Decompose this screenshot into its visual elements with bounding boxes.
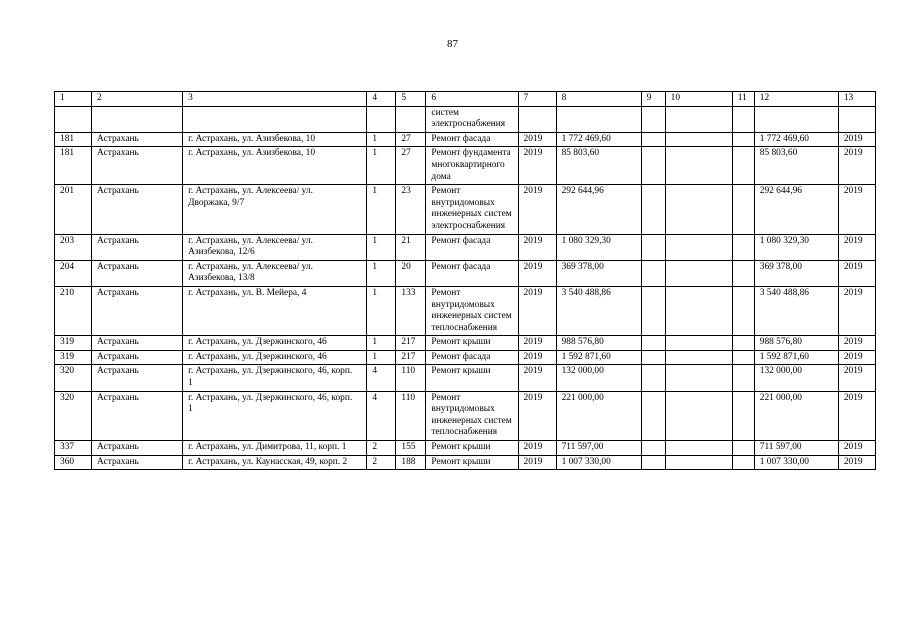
header-row: [55, 92, 876, 107]
table-cell-col-13: 2019: [838, 185, 875, 234]
table-cell-col-11: [732, 185, 754, 234]
table-cell-col-4: 1: [367, 185, 396, 234]
table-row: [55, 441, 876, 456]
table-cell-col-8: 369 378,00: [556, 260, 641, 286]
table-cell-col-4: 1: [367, 350, 396, 365]
table-cell-col-7: 2019: [518, 336, 556, 351]
table-cell-col-12: 1 080 329,30: [754, 234, 838, 260]
table-cell-col-7: 2019: [518, 455, 556, 470]
table-cell-col-13: 2019: [838, 350, 875, 365]
table-cell-col-11: [732, 286, 754, 335]
header-cell-col-1: 1: [55, 92, 92, 107]
table-cell-col-5: 110: [396, 391, 426, 440]
table-cell-col-4: 1: [367, 260, 396, 286]
table-cell-col-5: 217: [396, 336, 426, 351]
table-cell-col-4: 4: [367, 365, 396, 391]
table-cell-col-3: г. Астрахань, ул. Каунасская, 49, корп. 2: [183, 455, 367, 470]
table-cell-col-3: г. Астрахань, ул. Алексеева/ ул. Дворжака, 9/7: [183, 185, 367, 234]
table-cell-col-3: [183, 106, 367, 132]
header-cell-col-9: 9: [641, 92, 665, 107]
table-cell-col-10: [665, 441, 732, 456]
table-cell-col-12: 85 803,60: [754, 147, 838, 185]
table-cell-col-10: [665, 260, 732, 286]
table-cell-col-12: 3 540 488,86: [754, 286, 838, 335]
table-cell-col-1: 201: [55, 185, 92, 234]
table-cell-col-1: 181: [55, 147, 92, 185]
table-cell-col-10: [665, 350, 732, 365]
table-cell-col-2: Астрахань: [92, 336, 183, 351]
table-cell-col-4: [367, 106, 396, 132]
table-row: [55, 260, 876, 286]
table-row: [55, 147, 876, 185]
table-cell-col-5: 20: [396, 260, 426, 286]
table-cell-col-6: Ремонт крыши: [426, 455, 518, 470]
table-cell-col-4: 1: [367, 132, 396, 147]
table-cell-col-10: [665, 336, 732, 351]
table-cell-col-9: [641, 132, 665, 147]
table-cell-col-12: 369 378,00: [754, 260, 838, 286]
table-cell-col-6: Ремонт фундамента многоквартирного дома: [426, 147, 518, 185]
table-cell-col-8: 3 540 488,86: [556, 286, 641, 335]
table-cell-col-11: [732, 391, 754, 440]
table-cell-col-11: [732, 441, 754, 456]
table-cell-col-12: 132 000,00: [754, 365, 838, 391]
table-cell-col-1: 360: [55, 455, 92, 470]
table-cell-col-7: 2019: [518, 350, 556, 365]
table-cell-col-12: 1 772 469,60: [754, 132, 838, 147]
table-cell-col-5: 110: [396, 365, 426, 391]
table-cell-col-9: [641, 185, 665, 234]
table-cell-col-6: Ремонт внутридомовых инженерных систем теплоснабжения: [426, 391, 518, 440]
table-row: [55, 286, 876, 335]
table-cell-col-7: 2019: [518, 441, 556, 456]
table-cell-col-1: 203: [55, 234, 92, 260]
table-cell-col-2: Астрахань: [92, 185, 183, 234]
table-cell-col-7: 2019: [518, 147, 556, 185]
table-cell-col-13: 2019: [838, 336, 875, 351]
table-cell-col-8: 1 007 330,00: [556, 455, 641, 470]
table-cell-col-9: [641, 147, 665, 185]
table-cell-col-5: 27: [396, 132, 426, 147]
table-cell-col-12: 988 576,80: [754, 336, 838, 351]
table-cell-col-9: [641, 350, 665, 365]
table-cell-col-7: 2019: [518, 286, 556, 335]
table-cell-col-13: 2019: [838, 391, 875, 440]
table-cell-col-8: 988 576,80: [556, 336, 641, 351]
table-cell-col-3: г. Астрахань, ул. Димитрова, 11, корп. 1: [183, 441, 367, 456]
table-cell-col-4: 1: [367, 286, 396, 335]
table-cell-col-3: г. Астрахань, ул. Алексеева/ ул. Азизбекова, 13/8: [183, 260, 367, 286]
table-cell-col-8: 1 592 871,60: [556, 350, 641, 365]
table-cell-col-4: 2: [367, 455, 396, 470]
table-cell-col-1: 319: [55, 336, 92, 351]
table-cell-col-5: 27: [396, 147, 426, 185]
table-cell-col-10: [665, 132, 732, 147]
table-cell-col-5: 155: [396, 441, 426, 456]
table-cell-col-6: Ремонт крыши: [426, 365, 518, 391]
table-cell-col-2: Астрахань: [92, 350, 183, 365]
table-cell-col-1: [55, 106, 92, 132]
table-cell-col-7: 2019: [518, 132, 556, 147]
table-cell-col-7: 2019: [518, 365, 556, 391]
table-cell-col-7: [518, 106, 556, 132]
table-cell-col-2: [92, 106, 183, 132]
table-cell-col-8: 221 000,00: [556, 391, 641, 440]
table-cell-col-4: 1: [367, 234, 396, 260]
table-cell-col-10: [665, 365, 732, 391]
table-cell-col-1: 319: [55, 350, 92, 365]
table-cell-col-11: [732, 147, 754, 185]
table-row: [55, 365, 876, 391]
table-cell-col-9: [641, 234, 665, 260]
table-cell-col-8: 292 644,96: [556, 185, 641, 234]
table-cell-col-13: 2019: [838, 260, 875, 286]
table-cell-col-7: 2019: [518, 234, 556, 260]
table-cell-col-5: 133: [396, 286, 426, 335]
table-cell-col-13: 2019: [838, 132, 875, 147]
table-cell-col-13: 2019: [838, 455, 875, 470]
header-cell-col-11: 11: [732, 92, 754, 107]
table-cell-col-2: Астрахань: [92, 455, 183, 470]
table-cell-col-13: 2019: [838, 365, 875, 391]
header-cell-col-5: 5: [396, 92, 426, 107]
table-row: [55, 132, 876, 147]
table-cell-col-1: 181: [55, 132, 92, 147]
table-cell-col-8: 132 000,00: [556, 365, 641, 391]
table-cell-col-3: г. Астрахань, ул. Дзержинского, 46: [183, 350, 367, 365]
table-row: [55, 350, 876, 365]
table-cell-col-2: Астрахань: [92, 234, 183, 260]
table-cell-col-7: 2019: [518, 391, 556, 440]
table-cell-col-9: [641, 391, 665, 440]
header-cell-col-8: 8: [556, 92, 641, 107]
table-cell-col-6: Ремонт фасада: [426, 132, 518, 147]
table-cell-col-4: 2: [367, 441, 396, 456]
table-cell-col-8: 1 080 329,30: [556, 234, 641, 260]
table-cell-col-3: г. Астрахань, ул. Дзержинского, 46, корп. 1: [183, 365, 367, 391]
table-cell-col-1: 210: [55, 286, 92, 335]
table-cell-col-12: 711 597,00: [754, 441, 838, 456]
table-row: [55, 106, 876, 132]
table-cell-col-2: Астрахань: [92, 260, 183, 286]
table-cell-col-8: [556, 106, 641, 132]
table-cell-col-2: Астрахань: [92, 441, 183, 456]
table-cell-col-11: [732, 260, 754, 286]
table-cell-col-4: 1: [367, 336, 396, 351]
table-cell-col-12: 1 592 871,60: [754, 350, 838, 365]
table-cell-col-3: г. Астрахань, ул. В. Мейера, 4: [183, 286, 367, 335]
table-cell-col-6: Ремонт фасада: [426, 350, 518, 365]
table-cell-col-9: [641, 260, 665, 286]
table-cell-col-5: 21: [396, 234, 426, 260]
table-cell-col-3: г. Астрахань, ул. Азизбекова, 10: [183, 132, 367, 147]
table-cell-col-9: [641, 455, 665, 470]
table-header: [55, 92, 876, 107]
table-cell-col-8: 711 597,00: [556, 441, 641, 456]
repair-schedule-table: [54, 91, 876, 470]
table-cell-col-8: 1 772 469,60: [556, 132, 641, 147]
table-cell-col-9: [641, 441, 665, 456]
table-row: [55, 391, 876, 440]
table-cell-col-13: 2019: [838, 441, 875, 456]
table-cell-col-6: систем электроснабжения: [426, 106, 518, 132]
table-cell-col-11: [732, 132, 754, 147]
table-cell-col-13: 2019: [838, 147, 875, 185]
table-cell-col-5: [396, 106, 426, 132]
table-cell-col-10: [665, 286, 732, 335]
table-cell-col-10: [665, 185, 732, 234]
table-body: [55, 106, 876, 470]
table-cell-col-3: г. Астрахань, ул. Дзержинского, 46, корп. 1: [183, 391, 367, 440]
table-cell-col-11: [732, 106, 754, 132]
table-row: [55, 234, 876, 260]
table-cell-col-6: Ремонт внутридомовых инженерных систем электроснабжения: [426, 185, 518, 234]
table-cell-col-6: Ремонт внутридомовых инженерных систем теплоснабжения: [426, 286, 518, 335]
table-cell-col-1: 337: [55, 441, 92, 456]
table-cell-col-4: 4: [367, 391, 396, 440]
table-cell-col-7: 2019: [518, 185, 556, 234]
table-cell-col-5: 23: [396, 185, 426, 234]
table-cell-col-11: [732, 365, 754, 391]
table-cell-col-2: Астрахань: [92, 147, 183, 185]
table-cell-col-9: [641, 286, 665, 335]
page-number: 87: [447, 38, 458, 50]
table-cell-col-11: [732, 234, 754, 260]
table-cell-col-10: [665, 234, 732, 260]
header-cell-col-13: 13: [838, 92, 875, 107]
table-cell-col-6: Ремонт фасада: [426, 260, 518, 286]
table-cell-col-9: [641, 336, 665, 351]
table-cell-col-12: 292 644,96: [754, 185, 838, 234]
header-cell-col-6: 6: [426, 92, 518, 107]
table-cell-col-6: Ремонт крыши: [426, 441, 518, 456]
table-cell-col-8: 85 803,60: [556, 147, 641, 185]
table-cell-col-3: г. Астрахань, ул. Дзержинского, 46: [183, 336, 367, 351]
table-cell-col-4: 1: [367, 147, 396, 185]
table-cell-col-2: Астрахань: [92, 132, 183, 147]
header-cell-col-2: 2: [92, 92, 183, 107]
table-cell-col-6: Ремонт фасада: [426, 234, 518, 260]
table-cell-col-2: Астрахань: [92, 391, 183, 440]
table-cell-col-10: [665, 391, 732, 440]
header-cell-col-12: 12: [754, 92, 838, 107]
table-cell-col-12: [754, 106, 838, 132]
table-cell-col-1: 320: [55, 391, 92, 440]
table-row: [55, 455, 876, 470]
table-cell-col-1: 320: [55, 365, 92, 391]
table-cell-col-12: 1 007 330,00: [754, 455, 838, 470]
table-cell-col-2: Астрахань: [92, 286, 183, 335]
table-cell-col-5: 188: [396, 455, 426, 470]
table-cell-col-12: 221 000,00: [754, 391, 838, 440]
table-cell-col-6: Ремонт крыши: [426, 336, 518, 351]
table-cell-col-13: 2019: [838, 286, 875, 335]
table-cell-col-9: [641, 106, 665, 132]
table-cell-col-3: г. Астрахань, ул. Азизбекова, 10: [183, 147, 367, 185]
header-cell-col-10: 10: [665, 92, 732, 107]
table-cell-col-2: Астрахань: [92, 365, 183, 391]
header-cell-col-3: 3: [183, 92, 367, 107]
table-cell-col-10: [665, 106, 732, 132]
table-cell-col-3: г. Астрахань, ул. Алексеева/ ул. Азизбекова, 12/6: [183, 234, 367, 260]
header-cell-col-7: 7: [518, 92, 556, 107]
table-cell-col-1: 204: [55, 260, 92, 286]
table-row: [55, 185, 876, 234]
table-cell-col-9: [641, 365, 665, 391]
table-cell-col-11: [732, 350, 754, 365]
table-cell-col-7: 2019: [518, 260, 556, 286]
table-cell-col-11: [732, 455, 754, 470]
header-cell-col-4: 4: [367, 92, 396, 107]
table-cell-col-11: [732, 336, 754, 351]
table-row: [55, 336, 876, 351]
table-cell-col-10: [665, 455, 732, 470]
table-cell-col-10: [665, 147, 732, 185]
table-cell-col-5: 217: [396, 350, 426, 365]
table-cell-col-13: [838, 106, 875, 132]
table-cell-col-13: 2019: [838, 234, 875, 260]
